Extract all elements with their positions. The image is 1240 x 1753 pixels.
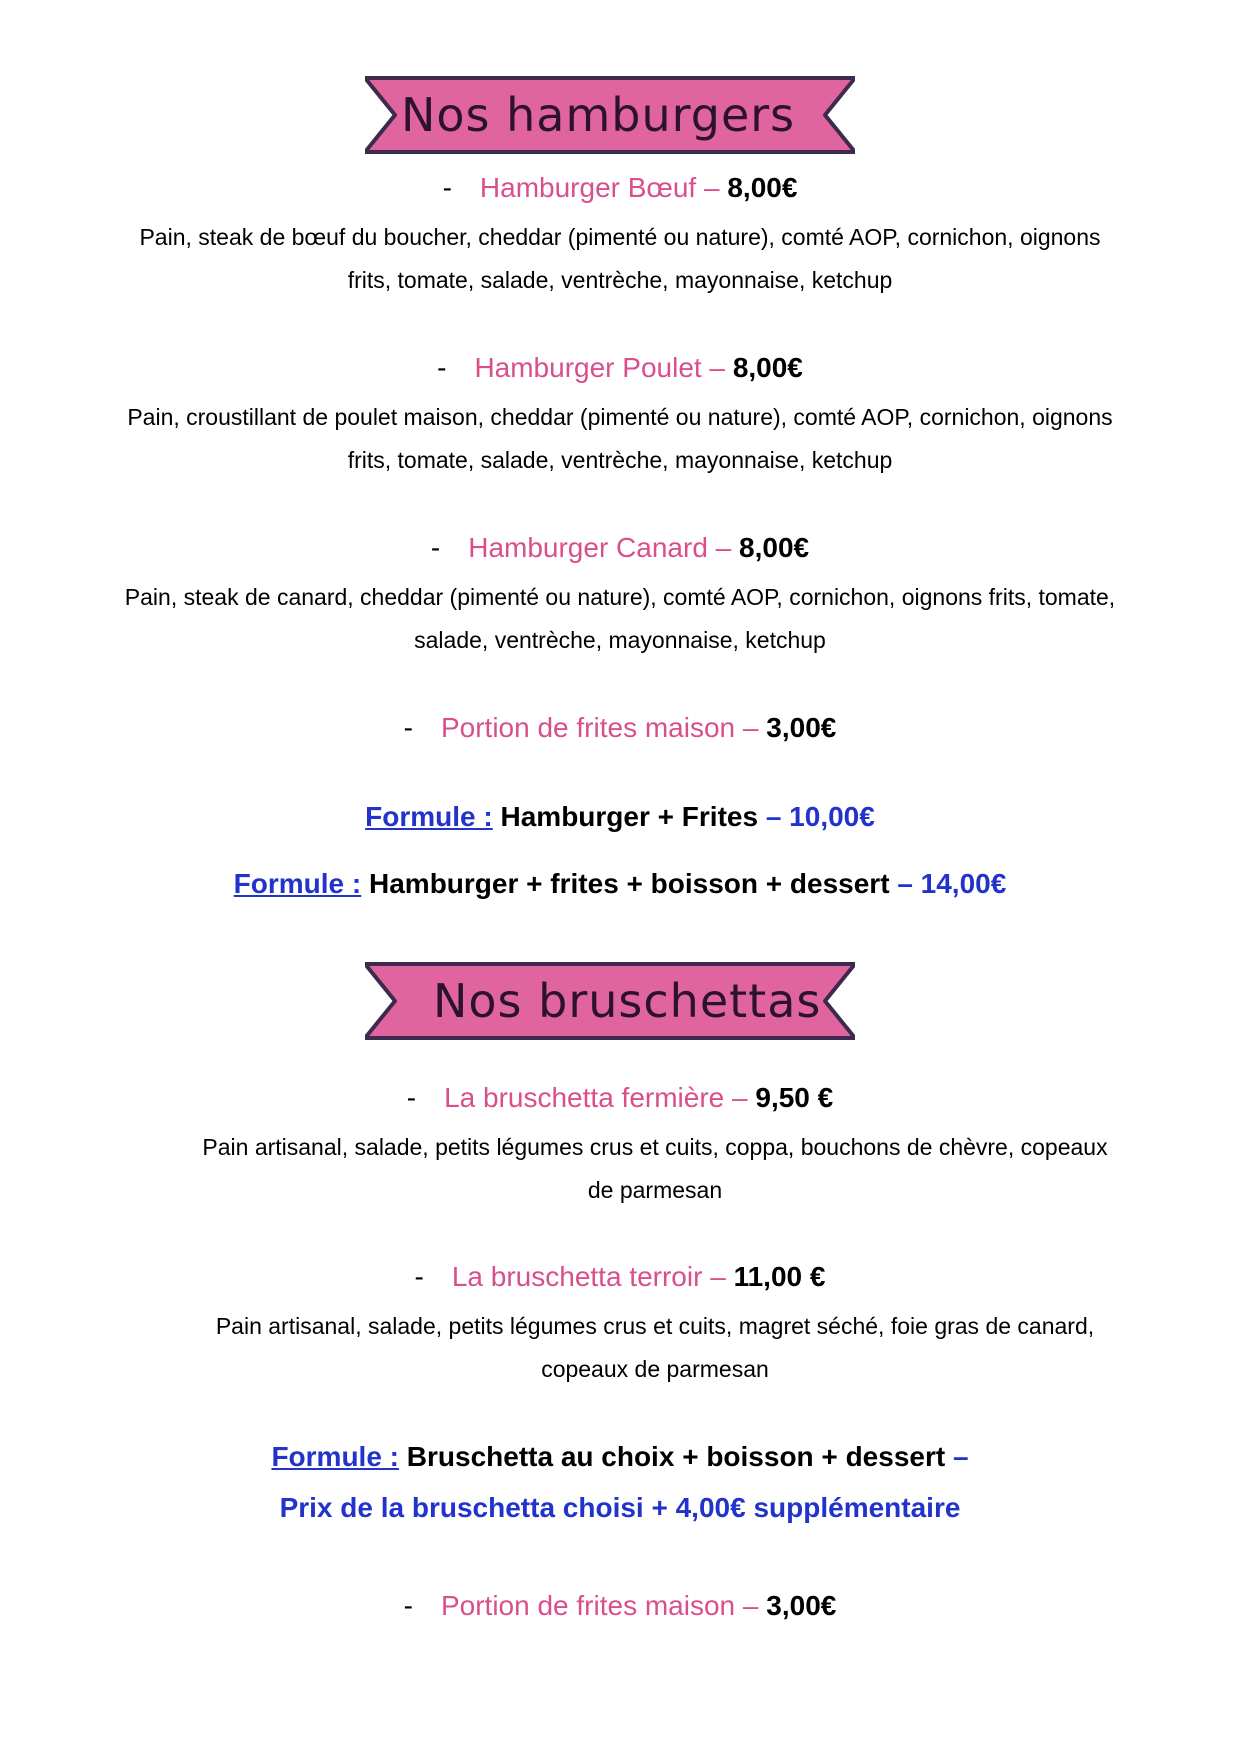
item-description: Pain, steak de bœuf du boucher, cheddar (pimenté ou nature), comté AOP, cornichon, oignons frits, tomate, salade, ventrèche, mayonnaise, ketchup — [139, 224, 1101, 293]
formule-price: – 14,00€ — [897, 868, 1007, 899]
section-title-bruschettas: Nos bruschettas — [433, 974, 822, 1028]
menu-item-hamburger-poulet: - Hamburger Poulet – 8,00€ — [437, 352, 803, 383]
item-name: Portion de frites maison — [440, 1590, 736, 1621]
menu-item-hamburger-canard: - Hamburger Canard – 8,00€ — [430, 532, 810, 563]
item-description: Pain, croustillant de poulet maison, cheddar (pimenté ou nature), comté AOP, cornichon, oignons frits, tomate, salade, ventrèche, mayonnaise, ketchup — [127, 404, 1113, 473]
item-separator: – — [709, 352, 726, 383]
item-name: Hamburger Poulet — [474, 352, 702, 383]
item-price: 3,00€ — [766, 1590, 837, 1621]
item-separator: – — [715, 532, 732, 563]
item-separator: – — [703, 172, 720, 203]
formule-bruschetta-price: Prix de la bruschetta choisi + 4,00€ supplémentaire — [279, 1492, 961, 1523]
item-name: Portion de frites maison — [440, 712, 736, 743]
item-price: 9,50 € — [755, 1082, 834, 1113]
item-separator: – — [732, 1082, 748, 1113]
menu-item-hamburger-boeuf: - Hamburger Bœuf – 8,00€ — [442, 172, 798, 203]
formule-content: Bruschetta au choix + boisson + dessert — [406, 1441, 946, 1472]
item-price: 8,00€ — [727, 172, 798, 203]
menu-item-bruschetta-fermiere: - La bruschetta fermière – 9,50 € — [406, 1082, 834, 1113]
item-price: 8,00€ — [739, 532, 810, 563]
formule-bruschetta — [0, 1441, 1240, 1473]
menu-item-frites: - Portion de frites maison – 3,00€ — [403, 712, 837, 743]
item-separator: – — [742, 712, 759, 743]
item-price: 8,00€ — [732, 352, 803, 383]
formule-label: Formule : — [271, 1441, 399, 1472]
item-price: 3,00€ — [766, 712, 837, 743]
formule-hamburger-frites — [0, 801, 1240, 833]
formule-content: Hamburger + frites + boisson + dessert — [369, 868, 890, 899]
item-separator: – — [742, 1590, 759, 1621]
formule-label: Formule : — [233, 868, 362, 899]
banner-hamburgers — [365, 72, 855, 158]
menu-item-bruschetta-terroir: - La bruschetta terroir – 11,00 € — [414, 1261, 826, 1292]
item-name: La bruschetta fermière — [444, 1082, 725, 1113]
item-name: La bruschetta terroir — [451, 1261, 703, 1292]
formule-hamburger-complete — [0, 868, 1240, 900]
formule-content: Hamburger + Frites — [500, 801, 759, 832]
item-description: Pain artisanal, salade, petits légumes crus et cuits, magret séché, foie gras de canard, copeaux de parmesan — [215, 1313, 1095, 1382]
item-description: Pain artisanal, salade, petits légumes crus et cuits, coppa, bouchons de chèvre, copeaux de parmesan — [202, 1134, 1108, 1203]
formule-label: Formule : — [365, 801, 493, 832]
section-title-hamburgers: Nos hamburgers — [401, 88, 796, 142]
banner-bruschettas — [365, 958, 855, 1044]
menu-item-frites: - Portion de frites maison – 3,00€ — [403, 1590, 837, 1621]
formule-dash: – — [952, 1441, 969, 1472]
item-description: Pain, steak de canard, cheddar (pimenté ou nature), comté AOP, cornichon, oignons frits, tomate, salade, ventrèche, mayonnaise, ketchup — [124, 584, 1116, 653]
formule-price: – 10,00€ — [765, 801, 875, 832]
item-separator: – — [710, 1261, 726, 1292]
item-price: 11,00 € — [733, 1261, 826, 1292]
item-name: Hamburger Canard — [468, 532, 708, 563]
item-name: Hamburger Bœuf — [479, 172, 697, 203]
